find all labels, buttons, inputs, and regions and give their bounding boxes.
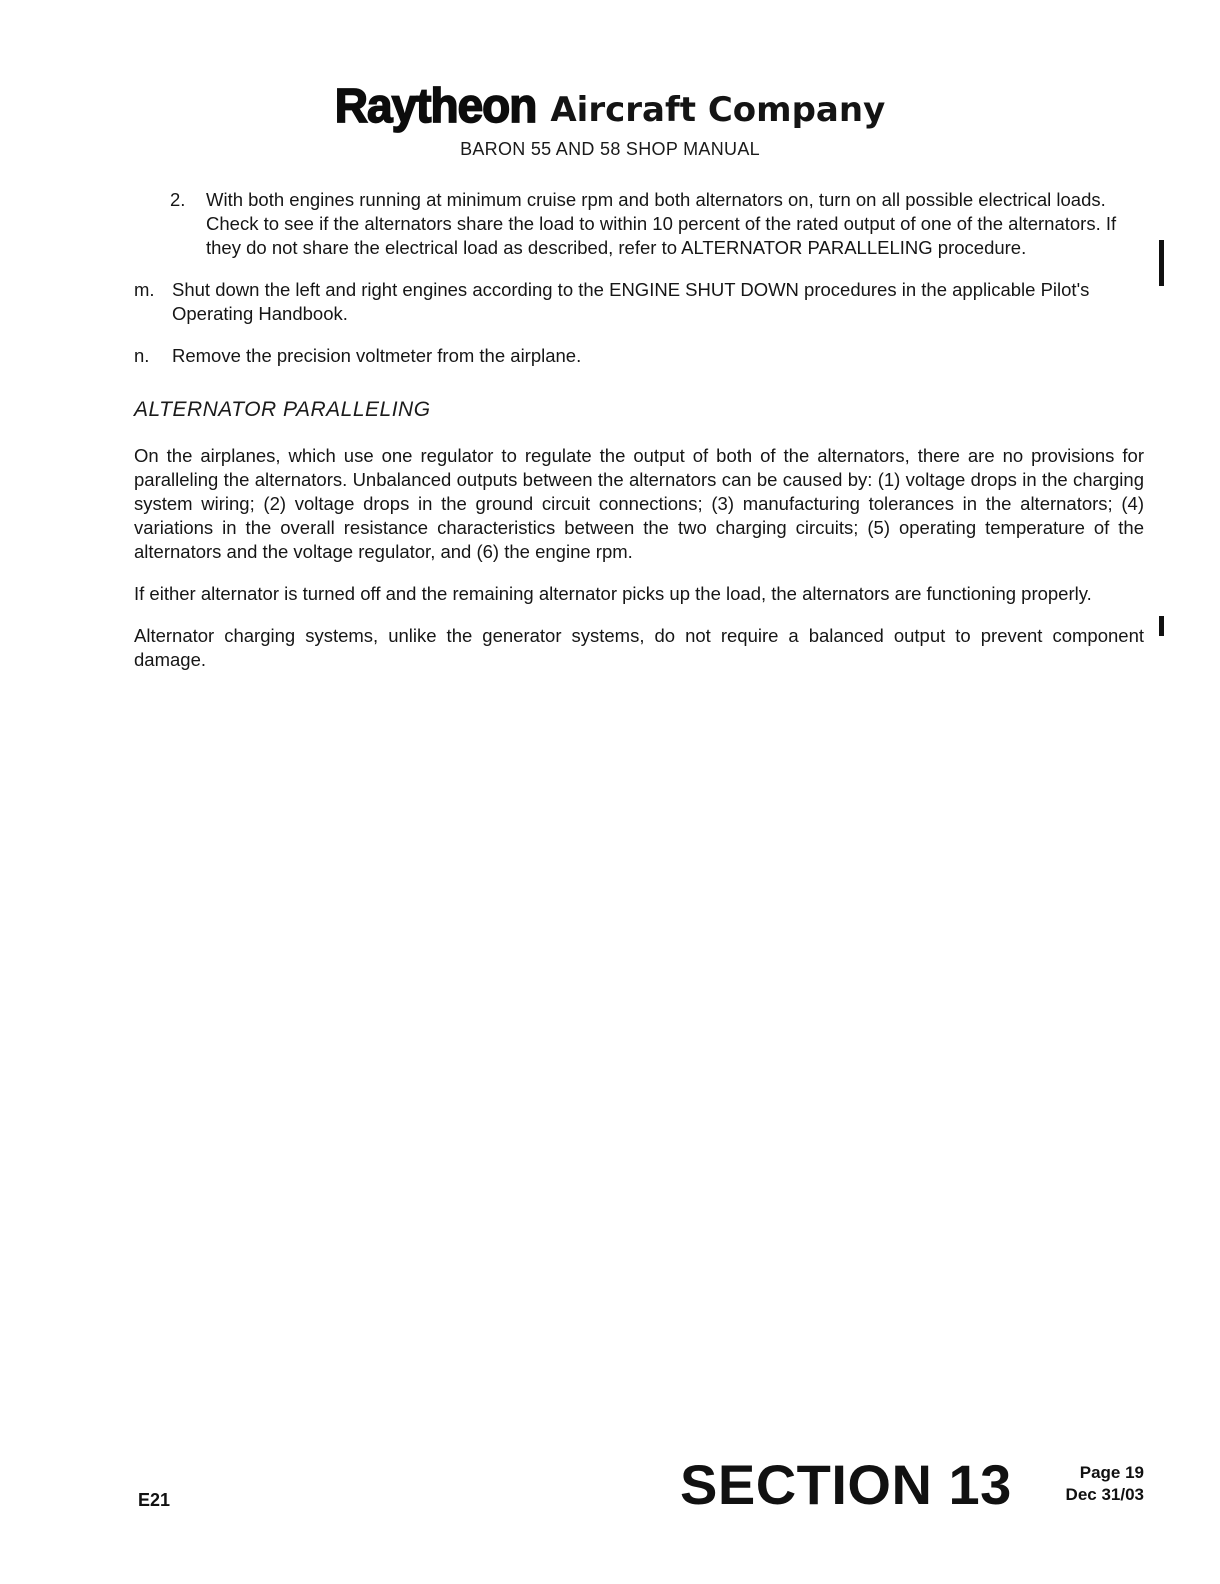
page-number: Page 19 (1079, 1463, 1144, 1482)
raytheon-logo: Raytheon (334, 77, 537, 133)
manual-title: BARON 55 AND 58 SHOP MANUAL (460, 139, 760, 159)
step-marker: n. (134, 345, 150, 366)
page-header (0, 77, 1220, 160)
page-info (1040, 1462, 1144, 1506)
step-marker: 2. (170, 189, 186, 210)
section-number: SECTION 13 (680, 1453, 1012, 1516)
section-heading: ALTERNATOR PARALLELING (134, 398, 431, 421)
step-marker: m. (134, 279, 155, 300)
step-2 (170, 188, 1144, 260)
revision-date: Dec 31/03 (1065, 1485, 1144, 1504)
step-text: With both engines running at minimum cruise rpm and both alternators on, turn on all possible electrical loads. Check to see if the alternators share the load to within 10 percent of the rated output of one of the alternators. If they do not share the electrical load as described, refer to ALTERNATOR PARALLELING procedure. (206, 189, 1117, 258)
brand-line (0, 77, 1220, 135)
brand-company-name: Aircraft Company (550, 90, 886, 130)
step-text: Shut down the left and right engines according to the ENGINE SHUT DOWN procedures in the applicable Pilot's Operating Handbook. (172, 279, 1090, 324)
revision-change-bar (1159, 616, 1164, 636)
revision-change-bar (1159, 240, 1164, 286)
document-code: E21 (138, 1490, 171, 1510)
paragraph-functioning: If either alternator is turned off and the remaining alternator picks up the load, the alternators are functioning properly. (134, 583, 1092, 604)
step-text: Remove the precision voltmeter from the airplane. (172, 345, 582, 366)
step-n (134, 344, 1144, 368)
paragraph-charging-systems: Alternator charging systems, unlike the generator systems, do not require a balanced output to prevent component damage. (134, 625, 1144, 670)
main-content (134, 188, 1144, 690)
step-m (134, 278, 1144, 326)
paragraph-provisions: On the airplanes, which use one regulator to regulate the output of both of the alternators, there are no provisions for paralleling the alternators. Unbalanced outputs between the alternators can be caused by: (1) voltage drops in the charging system wiring; (2) voltage drops in the ground circuit connections; (3) manufacturing tolerances in the alternators; (4) variations in the overall resistance characteristics between the two charging circuits; (5) operating temperature of the alternators and the voltage regulator, and (6) the engine rpm. (134, 445, 1144, 562)
